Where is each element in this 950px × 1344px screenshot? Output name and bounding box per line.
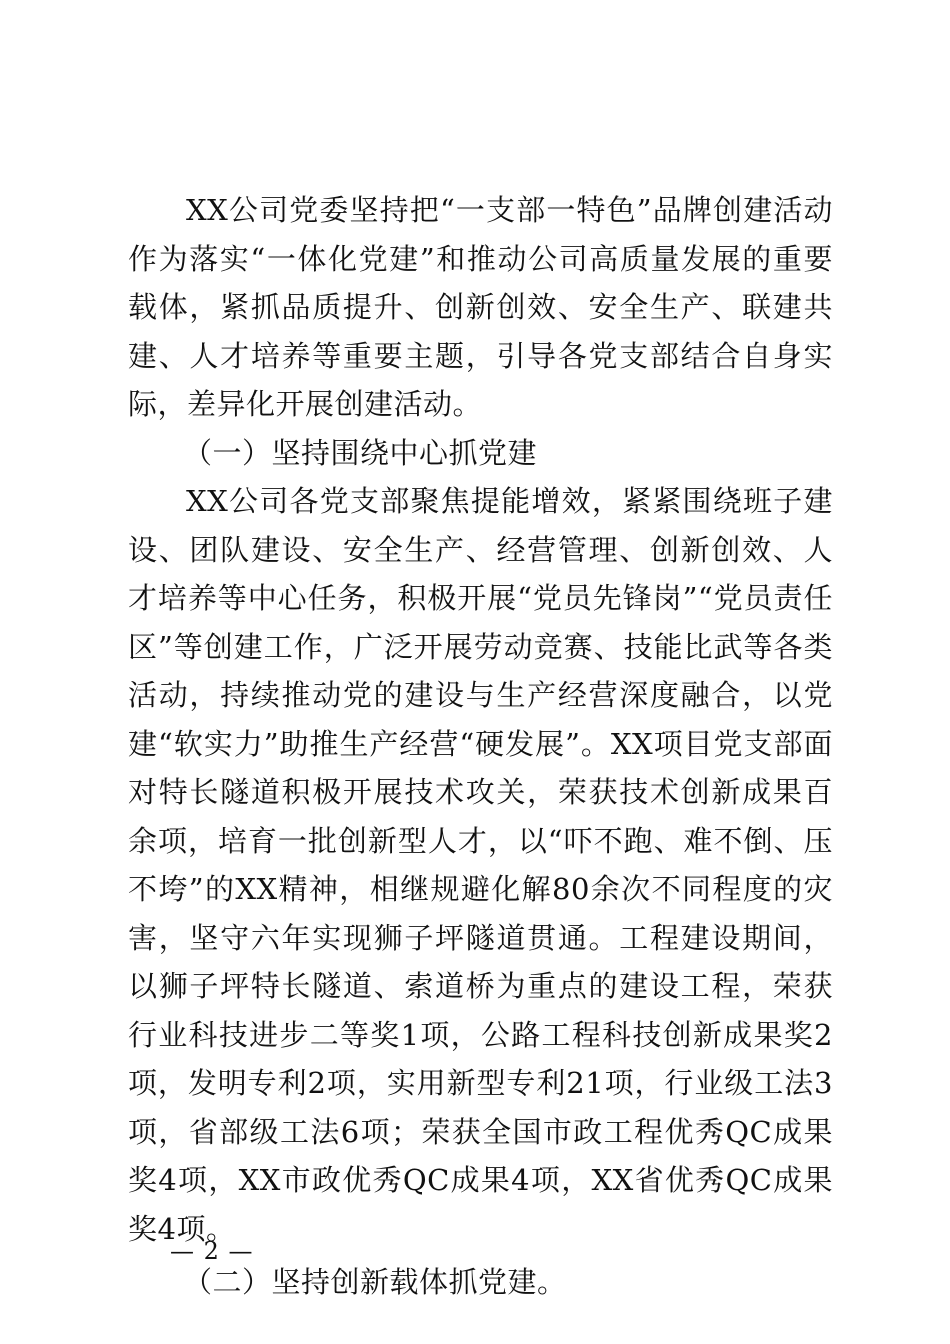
section-1-paragraph: XX公司各党支部聚焦提能增效，紧紧围绕班子建设、团队建设、安全生产、经营管理、创新创效、人才培养等中心任务，积极开展“党员先锋岗”“党员责任区”等创建工作，广泛开展劳动竞赛、技能比武等各类活动，持续推动党的建设与生产经营深度融合，以党建“软实力”助推生产经营“硬发展”。XX项目党支部面对特长隧道积极开展技术攻关，荣获技术创新成果百余项，培育一批创新型人才，以“吓不跑、难不倒、压不垮”的XX精神，相继规避化解80余次不同程度的灾害，坚守六年实现狮子坪隧道贯通。工程建设期间，以狮子坪特长隧道、索道桥为重点的建设工程，荣获行业科技进步二等奖1项，公路工程科技创新成果奖2项，发明专利2项，实用新型专利21项，行业级工法3项，省部级工法6项；荣获全国市政工程优秀QC成果奖4项，XX市政优秀QC成果4项，XX省优秀QC成果奖4项。	[128, 484, 833, 1246]
section-heading-2: （二）坚持创新载体抓党建。	[183, 1265, 567, 1299]
page-number: — 2 —	[170, 1237, 254, 1265]
intro-paragraph: XX公司党委坚持把“一支部一特色”品牌创建活动作为落实“一体化党建”和推动公司高质量发展的重要载体，紧抓品质提升、创新创效、安全生产、联建共建、人才培养等重要主题，引导各党支部结合自身实际，差异化开展创建活动。	[128, 193, 833, 421]
section-heading-1: （一）坚持围绕中心抓党建	[183, 435, 538, 470]
document-body	[128, 186, 833, 1307]
